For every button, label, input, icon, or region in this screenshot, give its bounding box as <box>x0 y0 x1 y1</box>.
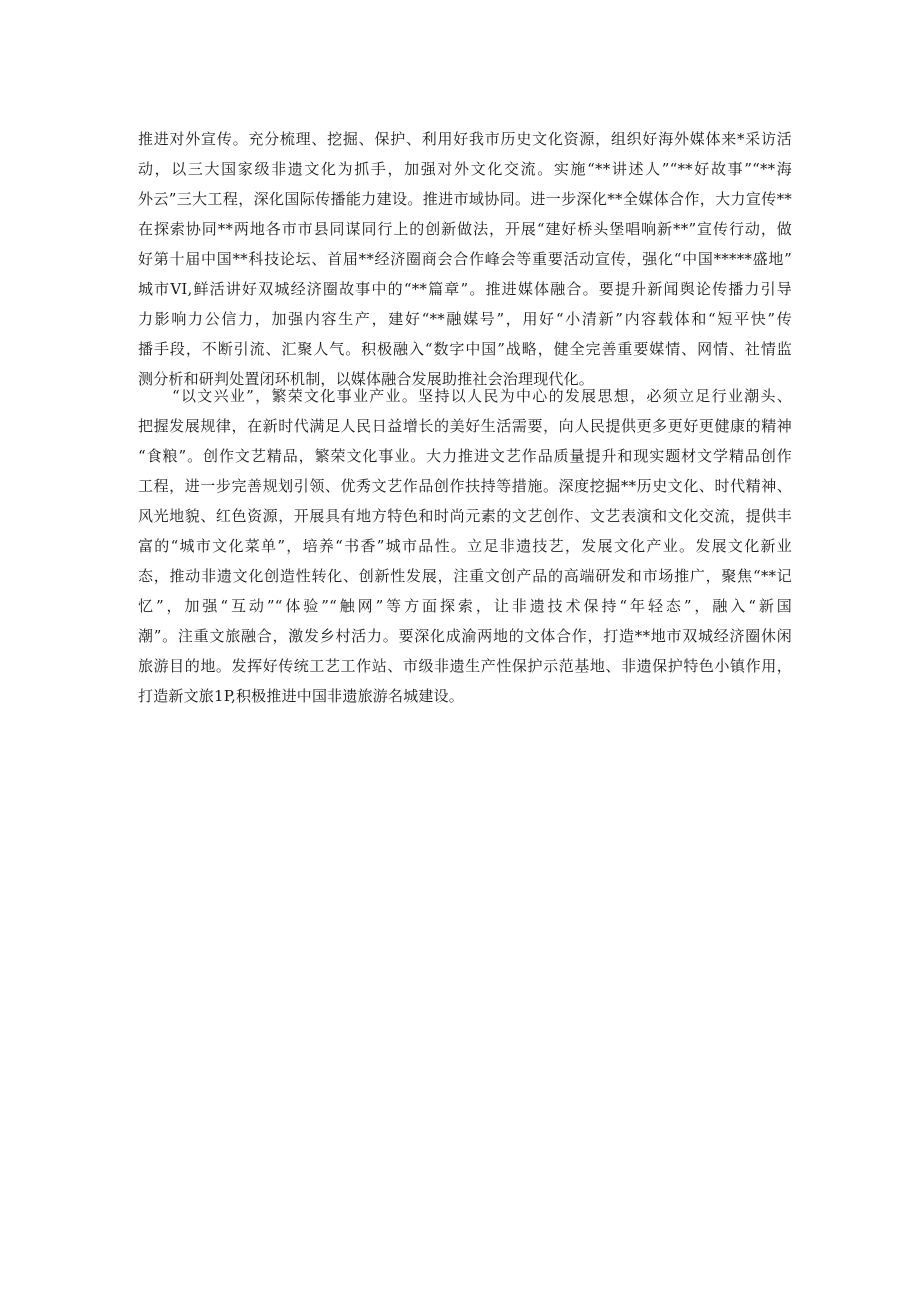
paragraph-line: 旅游目的地。发挥好传统工艺工作站、市级非遗生产性保护示范基地、非遗保护特色小镇作用， <box>138 657 792 675</box>
paragraph-line: 忆”，加强“互动”“体验”“触网”等方面探索，让非遗技术保持“年轻态”，融入“新国 <box>138 597 792 615</box>
paragraph-line: 动，以三大国家级非遗文化为抓手，加强对外文化交流。实施“**讲述人”“**好故事”“**海 <box>138 160 792 178</box>
paragraph-external-publicity <box>138 124 792 394</box>
paragraph-line: 打造新文旅1P,积极推进中国非遗旅游名城建设。 <box>138 687 464 705</box>
paragraph-line: 态，推动非遗文化创造性转化、创新性发展，注重文创产品的高端研发和市场推广，聚焦“**记 <box>138 567 792 585</box>
paragraph-line: 好第十届中国**科技论坛、首届**经济圈商会合作峰会等重要活动宣传，强化“中国*****盛地” <box>138 250 792 268</box>
paragraph-line: 把握发展规律，在新时代满足人民日益增长的美好生活需要，向人民提供更多更好更健康的精神 <box>138 417 792 435</box>
paragraph-line: 外云”三大工程，深化国际传播能力建设。推进市域协同。进一步深化**全媒体合作，大力宣传** <box>138 190 792 208</box>
paragraph-line: 在探索协同**两地各市市县同谋同行上的创新做法，开展“建好桥头堡唱响新**”宣传行动，做 <box>138 220 792 238</box>
paragraph-culture-industry <box>138 381 792 711</box>
paragraph-line: 城市VI,鲜活讲好双城经济圈故事中的“**篇章”。推进媒体融合。要提升新闻舆论传播力引导 <box>138 280 792 298</box>
paragraph-line: 风光地貌、红色资源，开展具有地方特色和时尚元素的文艺创作、文艺表演和文化交流，提供丰 <box>138 507 792 525</box>
paragraph-line: 工程，进一步完善规划引领、优秀文艺作品创作扶持等措施。深度挖掘**历史文化、时代精神、 <box>138 477 792 495</box>
paragraph-line: 播手段，不断引流、汇聚人气。积极融入“数字中国”战略，健全完善重要媒情、网情、社情监 <box>138 340 792 358</box>
paragraph-line: 力影响力公信力，加强内容生产，建好“**融媒号”，用好“小清新”内容载体和“短平快”传 <box>138 310 792 328</box>
paragraph-line: 推进对外宣传。充分梳理、挖掘、保护、利用好我市历史文化资源，组织好海外媒体来*采访活 <box>138 130 792 148</box>
paragraph-line: 潮”。注重文旅融合，激发乡村活力。要深化成渝两地的文体合作，打造**地市双城经济圈休闲 <box>138 627 792 645</box>
paragraph-line: “以文兴业”，繁荣文化事业产业。坚持以人民为中心的发展思想，必须立足行业潮头、 <box>172 387 792 405</box>
paragraph-line: 测分析和研判处置闭环机制，以媒体融合发展助推社会治理现代化。 <box>138 370 595 388</box>
paragraph-line: 富的“城市文化菜单”，培养“书香”城市品性。立足非遗技艺，发展文化产业。发展文化新业 <box>138 537 792 555</box>
paragraph-line: “食粮”。创作文艺精品，繁荣文化事业。大力推进文艺作品质量提升和现实题材文学精品创作 <box>138 447 792 465</box>
